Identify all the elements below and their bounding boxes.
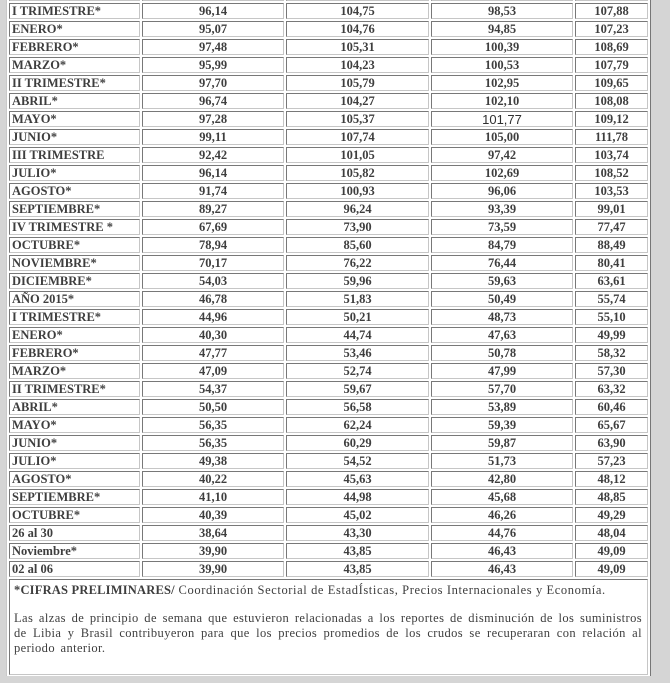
row-label: ABRIL* [9,93,140,109]
value-cell: 44,96 [142,309,284,325]
value-cell: 65,67 [575,417,648,433]
footer-paragraph: Las alzas de principio de semana que estuvieron relacionadas a los reportes de disminución de los suministros de Libia y Brasil contribuyeron para que los precios promedios de los crudos se recuperaran con relación al periodo anterior. [14,611,642,655]
value-cell: 63,32 [575,381,648,397]
value-cell: 89,27 [142,201,284,217]
value-cell: 98,53 [431,3,573,19]
value-cell: 56,35 [142,435,284,451]
value-cell: 52,74 [286,363,429,379]
value-cell: 56,58 [286,399,429,415]
value-cell: 46,26 [431,507,573,523]
value-cell: 105,00 [431,129,573,145]
row-label: I TRIMESTRE* [9,309,140,325]
row-label: I TRIMESTRE* [9,3,140,19]
value-cell: 57,23 [575,453,648,469]
value-cell: 50,21 [286,309,429,325]
value-cell: 48,73 [431,309,573,325]
table-row [9,327,648,343]
value-cell: 40,22 [142,471,284,487]
row-label: MARZO* [9,363,140,379]
value-cell: 105,79 [286,75,429,91]
value-cell: 47,99 [431,363,573,379]
row-label: SEPTIEMBRE* [9,201,140,217]
row-label: IV TRIMESTRE * [9,219,140,235]
value-cell: 109,12 [575,111,648,127]
value-cell: 73,90 [286,219,429,235]
value-cell: 44,74 [286,327,429,343]
value-cell: 97,42 [431,147,573,163]
value-cell: 107,79 [575,57,648,73]
cutoff-cell [9,0,140,1]
row-label: Noviembre* [9,543,140,559]
value-cell: 103,74 [575,147,648,163]
value-cell: 49,29 [575,507,648,523]
footer-cell [9,579,648,675]
table-row [9,471,648,487]
value-cell: 42,80 [431,471,573,487]
value-cell: 48,12 [575,471,648,487]
value-cell: 102,69 [431,165,573,181]
table-row [9,201,648,217]
value-cell: 46,78 [142,291,284,307]
value-cell: 105,37 [286,111,429,127]
table-row [9,363,648,379]
value-cell: 48,85 [575,489,648,505]
row-label: 02 al 06 [9,561,140,577]
value-cell: 105,31 [286,39,429,55]
value-cell: 45,63 [286,471,429,487]
row-label: DICIEMBRE* [9,273,140,289]
value-cell: 96,14 [142,3,284,19]
value-cell: 107,88 [575,3,648,19]
footer-row [9,579,648,675]
value-cell: 100,39 [431,39,573,55]
table-row [9,93,648,109]
row-label: OCTUBRE* [9,507,140,523]
value-cell: 38,64 [142,525,284,541]
price-table [6,0,651,676]
value-cell: 77,47 [575,219,648,235]
value-cell: 103,53 [575,183,648,199]
value-cell: 60,46 [575,399,648,415]
row-label: MAYO* [9,111,140,127]
value-cell: 40,39 [142,507,284,523]
value-cell: 91,74 [142,183,284,199]
value-cell: 104,75 [286,3,429,19]
value-cell: 102,95 [431,75,573,91]
value-cell: 47,09 [142,363,284,379]
table-row [9,525,648,541]
table-row [9,219,648,235]
row-label: JUNIO* [9,435,140,451]
value-cell: 73,59 [431,219,573,235]
value-cell: 51,73 [431,453,573,469]
value-cell: 80,41 [575,255,648,271]
table-row [9,417,648,433]
value-cell: 57,70 [431,381,573,397]
value-cell: 92,42 [142,147,284,163]
value-cell: 41,10 [142,489,284,505]
table-row [9,399,648,415]
value-cell: 111,78 [575,129,648,145]
table-row [9,381,648,397]
row-label: FEBRERO* [9,39,140,55]
value-cell: 93,39 [431,201,573,217]
value-cell: 40,30 [142,327,284,343]
value-cell: 84,79 [431,237,573,253]
row-label: OCTUBRE* [9,237,140,253]
value-cell: 100,53 [431,57,573,73]
value-cell: 97,28 [142,111,284,127]
value-cell: 88,49 [575,237,648,253]
value-cell: 45,02 [286,507,429,523]
row-label: AÑO 2015* [9,291,140,307]
value-cell: 50,50 [142,399,284,415]
value-cell: 59,63 [431,273,573,289]
row-label: ABRIL* [9,399,140,415]
footnote-line [14,584,642,597]
value-cell: 63,90 [575,435,648,451]
row-label: FEBRERO* [9,345,140,361]
value-cell: 108,08 [575,93,648,109]
cutoff-cell [575,0,648,1]
value-cell: 96,06 [431,183,573,199]
table-row [9,147,648,163]
value-cell: 70,17 [142,255,284,271]
row-label: JULIO* [9,165,140,181]
value-cell: 54,52 [286,453,429,469]
cutoff-cell [431,0,573,1]
value-cell: 44,98 [286,489,429,505]
value-cell: 59,96 [286,273,429,289]
cutoff-row [9,0,648,1]
value-cell: 109,65 [575,75,648,91]
value-cell: 59,87 [431,435,573,451]
value-cell: 100,93 [286,183,429,199]
value-cell: 47,77 [142,345,284,361]
table-row [9,237,648,253]
row-label: 26 al 30 [9,525,140,541]
value-cell: 48,04 [575,525,648,541]
cutoff-cell [142,0,284,1]
row-label: AGOSTO* [9,471,140,487]
value-cell: 97,70 [142,75,284,91]
table-row [9,543,648,559]
value-cell: 43,30 [286,525,429,541]
row-label: III TRIMESTRE [9,147,140,163]
table-row [9,111,648,127]
value-cell: 62,24 [286,417,429,433]
table-row [9,183,648,199]
value-cell: 96,74 [142,93,284,109]
table-row [9,165,648,181]
table-row [9,435,648,451]
value-cell: 60,29 [286,435,429,451]
row-label: JULIO* [9,453,140,469]
value-cell: 94,85 [431,21,573,37]
value-cell: 54,03 [142,273,284,289]
table-row [9,489,648,505]
value-cell: 59,39 [431,417,573,433]
footnote-bold: *CIFRAS PRELIMINARES/ [14,583,175,597]
row-label: AGOSTO* [9,183,140,199]
row-label: MARZO* [9,57,140,73]
value-cell: 104,23 [286,57,429,73]
value-cell: 95,99 [142,57,284,73]
table-row [9,255,648,271]
value-cell: 105,82 [286,165,429,181]
table-row [9,39,648,55]
value-cell: 45,68 [431,489,573,505]
value-cell: 46,43 [431,561,573,577]
value-cell: 108,52 [575,165,648,181]
value-cell: 104,76 [286,21,429,37]
value-cell: 49,09 [575,543,648,559]
price-table-footer [9,579,648,675]
value-cell: 63,61 [575,273,648,289]
value-cell: 50,78 [431,345,573,361]
value-cell: 78,94 [142,237,284,253]
value-cell: 96,24 [286,201,429,217]
value-cell: 107,74 [286,129,429,145]
value-cell: 99,11 [142,129,284,145]
row-label: MAYO* [9,417,140,433]
table-container [6,0,666,676]
value-cell: 96,14 [142,165,284,181]
value-cell: 39,90 [142,543,284,559]
table-row [9,291,648,307]
table-row [9,75,648,91]
value-cell: 102,10 [431,93,573,109]
value-cell: 43,85 [286,561,429,577]
value-cell: 49,38 [142,453,284,469]
value-cell: 101,05 [286,147,429,163]
value-cell: 101,77 [431,111,573,127]
value-cell: 108,69 [575,39,648,55]
value-cell: 67,69 [142,219,284,235]
cutoff-cell [286,0,429,1]
table-row [9,129,648,145]
value-cell: 95,07 [142,21,284,37]
value-cell: 97,48 [142,39,284,55]
row-label: SEPTIEMBRE* [9,489,140,505]
row-label: JUNIO* [9,129,140,145]
table-row [9,345,648,361]
footnote-rest: Coordinación Sectorial de EstadÍsticas, Precios Internacionales y Economía. [174,583,606,597]
value-cell: 49,99 [575,327,648,343]
value-cell: 56,35 [142,417,284,433]
table-row [9,453,648,469]
table-row [9,273,648,289]
row-label: II TRIMESTRE* [9,75,140,91]
table-row [9,309,648,325]
value-cell: 55,10 [575,309,648,325]
row-label: ENERO* [9,21,140,37]
value-cell: 76,44 [431,255,573,271]
table-row [9,3,648,19]
value-cell: 76,22 [286,255,429,271]
value-cell: 46,43 [431,543,573,559]
value-cell: 59,67 [286,381,429,397]
table-row [9,21,648,37]
value-cell: 53,89 [431,399,573,415]
value-cell: 43,85 [286,543,429,559]
value-cell: 50,49 [431,291,573,307]
value-cell: 51,83 [286,291,429,307]
value-cell: 107,23 [575,21,648,37]
row-label: ENERO* [9,327,140,343]
price-table-body [9,0,648,577]
row-label: II TRIMESTRE* [9,381,140,397]
value-cell: 85,60 [286,237,429,253]
table-row [9,57,648,73]
value-cell: 49,09 [575,561,648,577]
value-cell: 58,32 [575,345,648,361]
value-cell: 53,46 [286,345,429,361]
value-cell: 54,37 [142,381,284,397]
value-cell: 55,74 [575,291,648,307]
value-cell: 39,90 [142,561,284,577]
value-cell: 47,63 [431,327,573,343]
row-label: NOVIEMBRE* [9,255,140,271]
table-row [9,561,648,577]
table-row [9,507,648,523]
value-cell: 44,76 [431,525,573,541]
value-cell: 104,27 [286,93,429,109]
value-cell: 99,01 [575,201,648,217]
value-cell: 57,30 [575,363,648,379]
